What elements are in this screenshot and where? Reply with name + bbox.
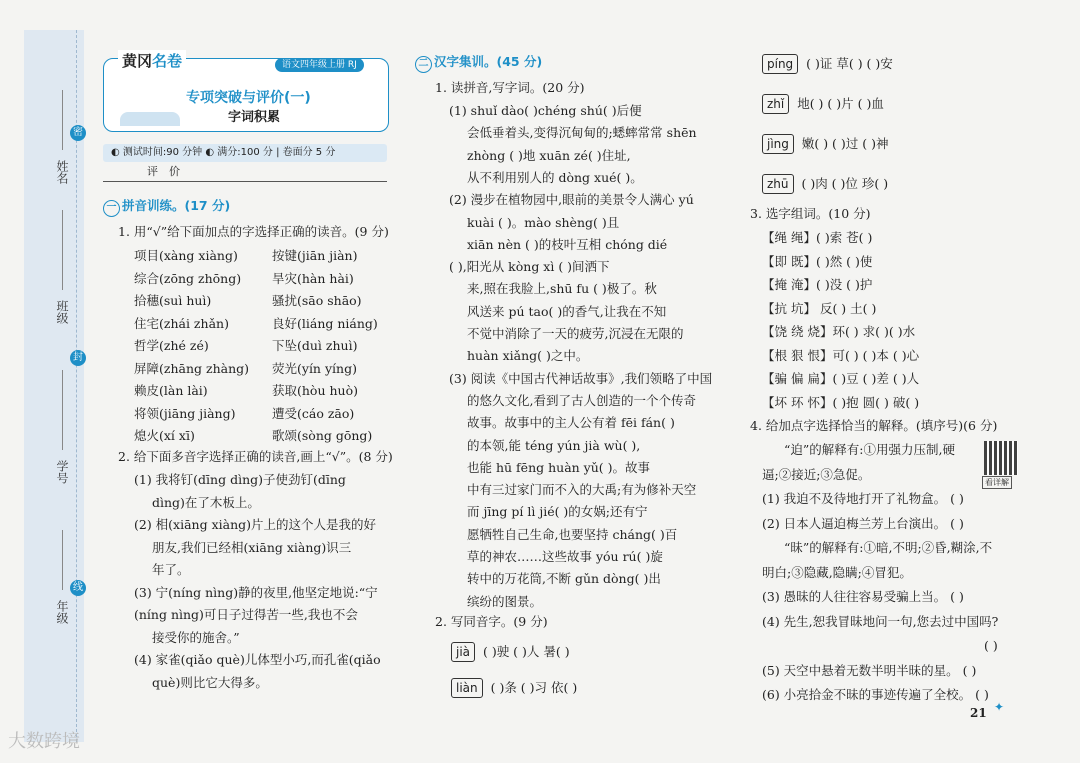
grade-label: 年级 <box>55 600 69 624</box>
section-title: 拼音训练。(17 分) <box>122 198 231 213</box>
page-title: 专项突破与评价(一) <box>186 90 311 106</box>
eval-label: 评 价 <box>147 165 180 178</box>
homophone-blanks: 地( ) ( )片 ( )血 <box>797 96 884 111</box>
pinyin-item: 综合(zōng zhōng) <box>134 270 242 286</box>
watermark: 大数跨境 <box>8 731 80 752</box>
decor-illustration <box>120 112 180 126</box>
meaning-line: ( ) <box>984 638 998 653</box>
pinyin-item: 住宅(zhái zhǎn) <box>134 315 229 331</box>
pinyin-item: 良好(liáng niáng) <box>272 315 378 331</box>
homophone-blanks: 嫩( ) ( )过 ( )神 <box>801 136 889 151</box>
passage-line: 而 jīng pí lì jié( )的女娲;还有宁 <box>467 504 648 520</box>
homophone-row <box>451 676 577 699</box>
homophone-row <box>762 132 888 155</box>
pinyin-item: 骚扰(sāo shāo) <box>272 293 362 308</box>
brand-text: 黄冈 <box>122 52 153 70</box>
seal-mark: 密 <box>70 125 86 141</box>
class-label: 班级 <box>55 300 69 324</box>
passage-line: 的本领,能 téng yún jià wù( ), <box>467 437 641 453</box>
section-number: 一 <box>103 200 120 217</box>
pinyin-item: 按键(jiān jiàn) <box>272 248 358 263</box>
polyphone-line: 年了。 <box>152 562 190 577</box>
page-subtitle: 字词积累 <box>228 110 281 125</box>
passage-line: 不觉中消除了一天的疲劳,沉浸在无限的 <box>467 326 684 341</box>
meaning-line: (5) 天空中悬着无数半明半昧的星。 ( ) <box>762 662 977 678</box>
section-heading <box>103 196 230 217</box>
polyphone-line: (3) 宁(níng nìng)静的夜里,他坚定地说:“宁 <box>134 584 378 600</box>
passage-line: 愿牺牲自己生命,也要坚持 cháng( )百 <box>467 526 678 542</box>
passage-line: 中有三过家门而不入的大禹;有为修补天空 <box>467 482 697 498</box>
pinyin-item: 赖皮(làn lài) <box>134 383 208 398</box>
homophone-row <box>762 52 893 75</box>
passage-line: kuài ( )。mào shèng( )且 <box>467 214 620 230</box>
homophone-row <box>762 92 884 115</box>
binding-margin <box>24 30 84 742</box>
passage-line: xiān nèn ( )的枝叶互相 chóng dié <box>467 236 668 252</box>
class-blank <box>62 210 63 290</box>
homophone-blanks: ( )条 ( )习 依( ) <box>490 680 578 695</box>
pinyin-item: 项目(xàng xiàng) <box>134 248 238 263</box>
passage-line: (3) 阅读《中国古代神话故事》,我们领略了中国 <box>449 370 713 386</box>
question-text: 2. 写同音字。(9 分) <box>435 614 548 629</box>
test-info <box>103 144 387 162</box>
seal-mark: 线 <box>70 580 86 596</box>
meaning-line: (2) 日本人逼迫梅兰芳上台演出。 ( ) <box>762 515 964 531</box>
pinyin-item: 熄火(xí xī) <box>134 428 195 443</box>
question-text: 1. 读拼音,写字词。(20 分) <box>435 80 585 95</box>
polyphone-line: dìng)在了木板上。 <box>152 494 260 510</box>
passage-line: huàn xiǎng( )之中。 <box>467 348 589 364</box>
passage-line: (1) shuǐ dào( )chéng shú( )后便 <box>449 103 642 118</box>
eval-row <box>103 163 387 182</box>
page-number: 21 <box>970 706 987 720</box>
question-text: 2. 给下面多音字选择正确的读音,画上“√”。(8 分) <box>118 449 393 464</box>
id-blank <box>62 370 63 450</box>
polyphone-line: què)则比它大得多。 <box>152 674 268 690</box>
meaning-line: 逼;②接近;③急促。 <box>762 466 871 482</box>
qr-code[interactable] <box>984 441 1018 475</box>
polyphone-line: (níng nìng)可日子过得苦一些,我也不会 <box>134 607 358 622</box>
word-choice-line: 【根 狠 恨】可( ) ( )本 ( )心 <box>762 347 920 363</box>
passage-line: 缤纷的图景。 <box>467 593 543 609</box>
passage-line: 草的神农……这些故事 yóu rú( )旋 <box>467 549 663 564</box>
homophone-blanks: ( )驶 ( )人 暑( ) <box>482 644 570 659</box>
meaning-line: 明白;③隐藏,隐瞒;④冒犯。 <box>762 564 912 580</box>
passage-line: 的悠久文化,看到了古人创造的一个个传奇 <box>467 392 696 408</box>
homophone-blanks: ( )证 草( ) ( )安 <box>806 56 893 71</box>
grade-blank <box>62 530 63 590</box>
polyphone-line: (2) 相(xiāng xiàng)片上的这个人是我的好 <box>134 517 377 532</box>
pinyin-item: 荧光(yín yíng) <box>272 360 357 376</box>
question-text: 3. 选字组词。(10 分) <box>750 206 871 221</box>
qr-label: 看详解 <box>982 476 1012 489</box>
section-title: 汉字集训。(45 分) <box>434 54 543 69</box>
test-info-text: ◐ 测试时间:90 分钟 ◐ 满分:100 分 | 卷面分 5 分 <box>111 147 336 158</box>
meaning-line: (6) 小亮拾金不昧的事迹传遍了全校。 ( ) <box>762 687 989 702</box>
homophone-row <box>451 640 570 663</box>
pinyin-item: 屏障(zhāng zhàng) <box>134 360 250 376</box>
passage-line: 从不利用别人的 dòng xué( )。 <box>467 169 643 185</box>
polyphone-line: 接受你的施舍。” <box>152 629 240 645</box>
passage-line: (2) 漫步在植物园中,眼前的美景令人满心 yú <box>449 192 694 208</box>
pinyin-item: 旱灾(hàn hài) <box>272 270 354 286</box>
passage-line: 也能 hū fēng huàn yǔ( )。故事 <box>467 459 651 475</box>
id-label: 学号 <box>55 460 69 484</box>
word-choice-line: 【饶 绕 烧】环( ) 求( )( )水 <box>762 324 916 339</box>
name-blank <box>62 90 63 150</box>
brand-logo <box>118 50 186 71</box>
section-number: 二 <box>415 56 432 73</box>
pinyin-box: jìng <box>762 134 794 154</box>
pinyin-item: 哲学(zhé zé) <box>134 338 209 353</box>
pinyin-box: zhǐ <box>762 94 789 114</box>
passage-line: ( ),阳光从 kòng xì ( )间洒下 <box>449 259 610 275</box>
meaning-line: (4) 先生,恕我冒昧地问一句,您去过中国吗? <box>762 613 999 629</box>
pinyin-item: 获取(hòu huò) <box>272 383 358 398</box>
brand-text: 名卷 <box>152 52 183 70</box>
meaning-line: “迫”的解释有:①用强力压制,硬 <box>784 442 955 457</box>
word-choice-line: 【抗 坑】 反( ) 土( ) <box>762 300 877 316</box>
homophone-row <box>762 172 888 195</box>
star-icon: ✦ <box>994 700 1005 714</box>
pinyin-item: 歌颂(sòng gōng) <box>272 428 373 443</box>
pinyin-item: 将领(jiāng jiàng) <box>134 405 236 421</box>
question-text: 1. 用“√”给下面加点的字选择正确的读音。(9 分) <box>118 224 389 239</box>
pinyin-box: píng <box>762 54 798 74</box>
pinyin-box: zhū <box>762 174 794 194</box>
passage-line: 故事。故事中的主人公有着 fēi fán( ) <box>467 415 675 431</box>
edition-tag: 语文四年级上册 RJ <box>275 58 364 72</box>
passage-line: 转中的万花筒,不断 gǔn dòng( )出 <box>467 571 661 587</box>
question-text: 4. 给加点字选择恰当的解释。(填序号)(6 分) <box>750 418 998 433</box>
pinyin-box: liàn <box>451 678 483 698</box>
homophone-blanks: ( )肉 ( )位 珍( ) <box>801 176 889 191</box>
word-choice-line: 【即 既】( )然 ( )使 <box>762 253 873 269</box>
word-choice-line: 【掩 淹】( )没 ( )护 <box>762 277 873 292</box>
passage-line: zhòng ( )地 xuān zé( )住址, <box>467 147 631 163</box>
word-choice-line: 【骗 偏 扁】( )豆 ( )差 ( )人 <box>762 371 920 386</box>
polyphone-line: 朋友,我们已经相(xiāng xiàng)识三 <box>152 539 352 555</box>
passage-line: 来,照在我脸上,shū fu ( )极了。秋 <box>467 281 657 297</box>
meaning-line: (1) 我迫不及待地打开了礼物盒。 ( ) <box>762 491 964 506</box>
meaning-line: (3) 愚昧的人往往容易受骗上当。 ( ) <box>762 589 964 604</box>
pinyin-item: 遭受(cáo zāo) <box>272 405 355 421</box>
meaning-line: “昧”的解释有:①暗,不明;②昏,糊涂,不 <box>784 540 993 555</box>
pinyin-item: 拾穗(suì huì) <box>134 293 212 308</box>
passage-line: 风送来 pú tao( )的香气,让我在不知 <box>467 303 667 319</box>
word-choice-line: 【坏 环 怀】( )抱 圆( ) 破( ) <box>762 394 920 410</box>
seal-mark: 封 <box>70 350 86 366</box>
name-label: 姓名 <box>55 160 69 184</box>
word-choice-line: 【绳 绳】( )索 苍( ) <box>762 230 873 245</box>
pinyin-box: jià <box>451 642 475 662</box>
polyphone-line: (4) 家雀(qiǎo què)儿体型小巧,而孔雀(qiǎo <box>134 652 381 667</box>
polyphone-line: (1) 我将钉(dīng dìng)子使劲钉(dīng <box>134 472 346 487</box>
section-heading <box>415 52 542 73</box>
passage-line: 会低垂着头,变得沉甸甸的;蟋蟀常常 shēn <box>467 125 697 141</box>
pinyin-item: 下坠(duì zhuì) <box>272 338 358 353</box>
